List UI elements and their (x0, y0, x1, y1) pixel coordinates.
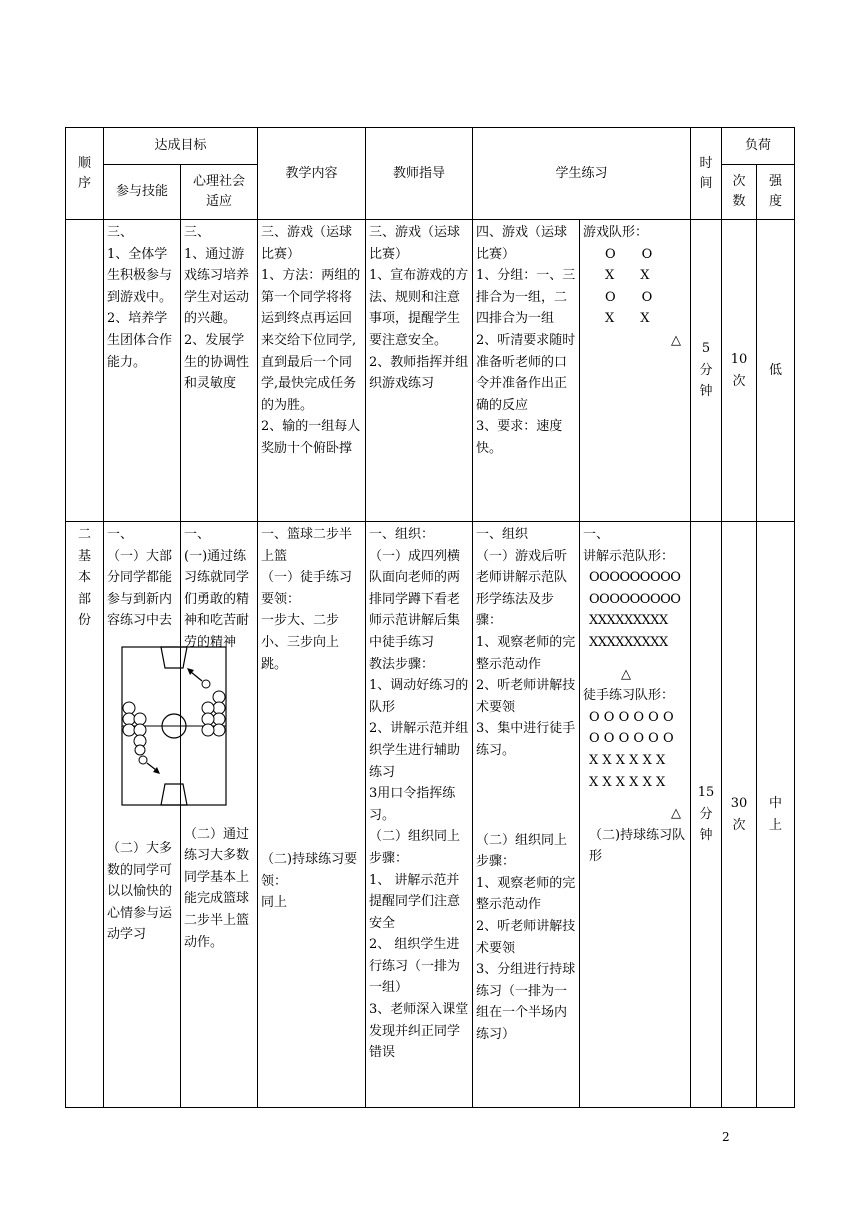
row2-order: 二 基 本 部 份 (66, 522, 104, 1108)
teacher-triangle-icon: △ (621, 666, 632, 682)
row1-formation (580, 220, 691, 522)
row1-practice: 四、游戏（运球比赛） 1、分组：一、三排合为一组，二四排合为一组 2、听清要求随时准备听老师的口令并准备作出正确的反应 3、要求：速度快。 (473, 220, 580, 522)
row2-formation (580, 522, 691, 1108)
row2-formation-a-title: 一、 讲解示范队形： (583, 527, 675, 564)
formation-row: XXXXXXXXX (589, 613, 668, 629)
row1-count: 10 次 (722, 220, 757, 522)
formation-row: X X (605, 268, 650, 284)
header-psych-social: 心理社会 适应 (181, 165, 258, 220)
header-count: 次 数 (722, 165, 757, 220)
header-teacher-guidance: 教师指导 (366, 128, 473, 220)
row2-intensity: 中 上 (757, 522, 795, 1108)
row2-skill-a: 一、 （一）大部分同学都能参与到新内容练习中去 (107, 527, 173, 629)
formation-row: OOOOOOOOO (589, 591, 681, 607)
formation-row: O O (605, 289, 653, 305)
row1-psych: 三、 1、通过游戏练习培养学生对运动的兴趣。 2、发展学生的协调性和灵敏度 (181, 220, 258, 522)
row1-content: 三、游戏（运球比赛） 1、方法：两组的第一个同学将将运到终点再运回来交给下位同学,直到最后一个同学,最快完成任务的为胜。 2、输的一组每人奖励十个俯卧撑 (258, 220, 366, 522)
formation-row: O O O O O O (589, 709, 674, 725)
row1-intensity: 低 (757, 220, 795, 522)
header-time: 时 间 (691, 128, 722, 220)
row1-formation-title: 游戏队形： (583, 225, 649, 240)
row1-guide: 三、游戏（运球比赛） 1、宣布游戏的方法、规则和注意事项，提醒学生要注意安全。 2、教师指挥并组织游戏练习 (366, 220, 473, 522)
header-student-practice: 学生练习 (473, 128, 691, 220)
formation-row: X X X X X X (589, 774, 666, 790)
row2-formation-c-title: （二)持球练习队形 (589, 827, 686, 865)
row2-practice (473, 522, 580, 1108)
row2-skill (104, 522, 181, 1108)
row2-content-b: （二)持球练习要领： 同上 (261, 852, 358, 911)
formation-row: X X X X X X (589, 752, 666, 768)
formation-row: X X (605, 311, 650, 327)
row1-skill: 三、 1、全体学生积极参与到游戏中。 2、培养学生团体合作能力。 (104, 220, 181, 522)
row1-order (66, 220, 104, 522)
lesson-plan-table (65, 127, 795, 1108)
row2-content-a: 一、篮球二步半上篮 （一）徒手练习要领： 一步大、二步小、三步向上跳。 (261, 527, 353, 672)
row2-practice-b: （二）组织同上 步骤： 1、观察老师的完整示范动作 2、听老师讲解技术要领 3、分组进行持球练习（一排为一组在一个半场内练习） (476, 832, 576, 1042)
page-number: 2 (722, 1130, 730, 1144)
row2-content (258, 522, 366, 1108)
teacher-triangle-icon: △ (671, 332, 682, 348)
row2-psych (181, 522, 258, 1108)
header-intensity: 强 度 (757, 165, 795, 220)
header-order: 顺 序 (66, 128, 104, 220)
formation-row: O O O O O O (589, 731, 674, 747)
header-participation-skill: 参与技能 (104, 165, 181, 220)
header-goals: 达成目标 (104, 128, 258, 165)
row2-practice-a: 一、组织 （一）游戏后听老师讲解示范队形学练法及步骤： 1、观察老师的完整示范动作 2、听老师讲解技术要领 3、集中进行徒手练习。 (476, 527, 576, 758)
row1-time: 5 分 钟 (691, 220, 722, 522)
row2-time: 15 分 钟 (691, 522, 722, 1108)
header-load: 负荷 (722, 128, 795, 165)
formation-row: XXXXXXXXX (589, 634, 668, 650)
header-teaching-content: 教学内容 (258, 128, 366, 220)
teacher-triangle-icon: △ (671, 806, 682, 822)
row2-count: 30 次 (722, 522, 757, 1108)
formation-row: OOOOOOOOO (589, 570, 681, 586)
row2-guide (366, 522, 473, 1108)
row2-psych-a: 一、 (一)通过练习练就同学们勇敢的精神和吃苦耐劳的精神 (184, 527, 250, 650)
row2-guide-b: （二）组织同上 步骤： 1、 讲解示范并提醒同学们注意安全 2、 组织学生进行练习（一排为一组） 3、老师深入课堂发现并纠正同学错误 (369, 829, 469, 1061)
row2-psych-b: （二）通过练习大多数同学基本上能完成篮球二步半上篮动作。 (184, 826, 250, 950)
row2-formation-b-title: 徒手练习队形： (583, 688, 675, 704)
row2-skill-b: （二）大多数的同学可以以愉快的心情参与运动学习 (107, 840, 173, 943)
formation-row: O O (605, 246, 653, 262)
row2-guide-a: 一、组织： （一）成四列横队面向老师的两排同学蹲下看老师示范讲解后集中徒手练习 教法步骤： 1、调动好练习的队形 2、讲解示范并组织学生进行辅助练习 3用口令指挥练习。 (369, 527, 469, 823)
